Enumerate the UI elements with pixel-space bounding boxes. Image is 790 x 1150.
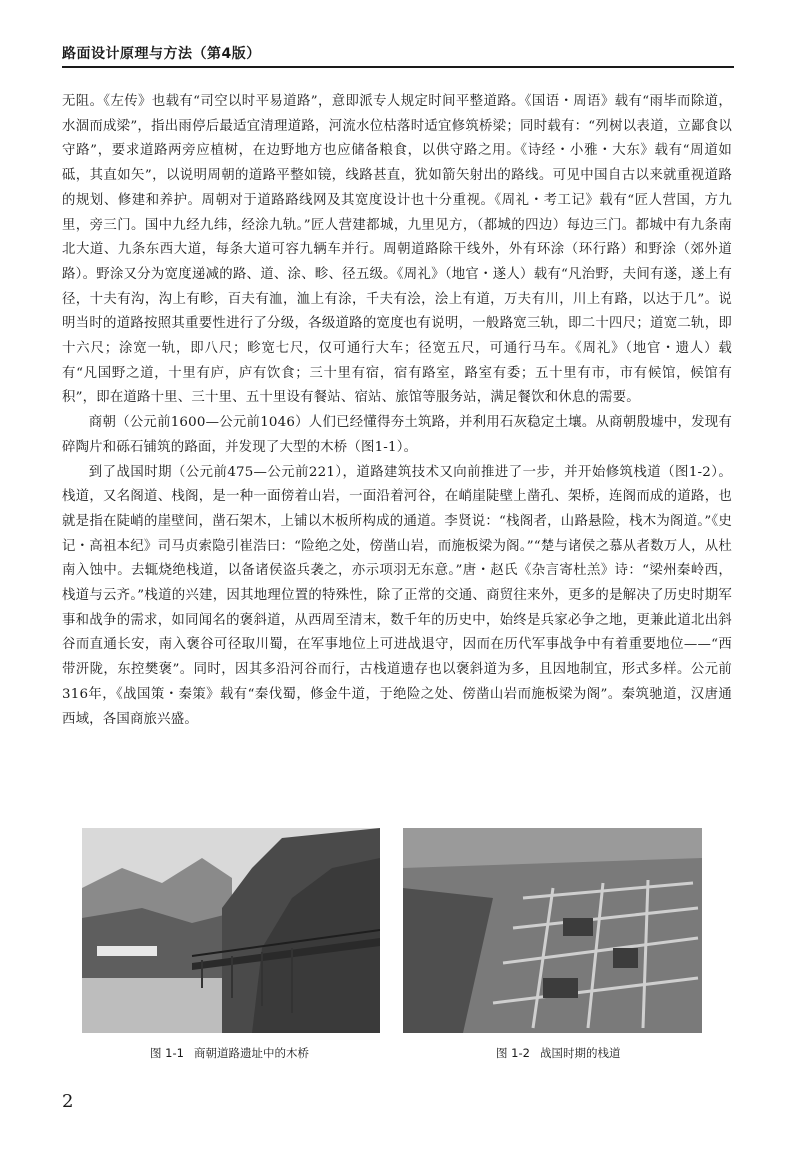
figure-number: 图 1-1 (150, 1046, 184, 1060)
figure-1-2-caption (496, 1045, 620, 1061)
figure-1-1-caption (150, 1045, 309, 1061)
paragraph: 到了战国时期（公元前475—公元前221），道路建筑技术又向前推进了一步，并开始修筑栈道（图1-2）。栈道，又名阁道、栈阁，是一种一面傍着山岩，一面沿着河谷，在峭崖陡壁上凿孔、架桥，连阁而成的道路，也就是指在陡峭的崖壁间，凿石架木，上铺以木板所构成的通道。李贤说：“栈阁者，山路悬险，栈木为阁道。”《史记・高祖本纪》司马贞索隐引崔浩曰：“险绝之处，傍凿山岩，而施板梁为阁。”“楚与诸侯之慕从者数万人，从杜南入蚀中。去辄烧绝栈道，以备诸侯盗兵袭之，亦示项羽无东意。”唐・赵氏《杂言寄杜羔》诗：“梁州秦岭西，栈道与云齐。”栈道的兴建，因其地理位置的特殊性，除了正常的交通、商贸往来外，更多的是解决了历史时期军事和战争的需求，如同闻名的褒斜道，从西周至清末，数千年的历史中，始终是兵家必争之地，更兼此道北出斜谷而直通长安，南入褒谷可径取川蜀，在军事地位上可进战退守，因而在历代军事战争中有着重要地位——“西带汧陇，东控樊褒”。同时，因其多沿河谷而行，古栈道遗存也以褒斜道为多，且因地制宜，形式多样。公元前316年，《战国策・秦策》载有“秦伐蜀，修金牛道，于绝险之处、傍凿山岩而施板梁为阁”。秦筑驰道，汉唐通西域，各国商旅兴盛。 (62, 464, 732, 727)
figure-caption-text: 战国时期的栈道 (539, 1046, 621, 1060)
figure-1-2-photo (403, 828, 702, 1033)
book-title: 路面设计原理与方法（第4版） (62, 46, 261, 62)
body-text (62, 90, 732, 732)
running-header (62, 44, 734, 68)
paragraph: 无阻。《左传》也载有“司空以时平易道路”，意即派专人规定时间平整道路。《国语・周语》载有“雨毕而除道，水涸而成梁”，指出雨停后最适宜清理道路，河流水位枯落时适宜修筑桥梁；同时载有：“列树以表道，立鄙食以守路”，要求道路两旁应植树，在边野地方也应储备粮食，以供守路之用。《诗经・小雅・大东》载有“周道如砥，其直如矢”，以说明周朝的道路平整如镜，线路甚直，犹如箭矢射出的路线。可见中国自古以来就重视道路的规划、修建和养护。周朝对于道路路线网及其宽度设计也十分重视。《周礼・考工记》载有“匠人营国，方九里，旁三门。国中九经九纬，经涂九轨。”匠人营建都城，九里见方，（都城的四边）每边三门。都城中有九条南北大道、九条东西大道，每条大道可容九辆车并行。周朝道路除干线外，外有环涂（环行路）和野涂（郊外道路）。野涂又分为宽度递减的路、道、涂、畛、径五级。《周礼》（地官・遂人）载有“凡治野，夫间有遂，遂上有径，十夫有沟，沟上有畛，百夫有洫，洫上有涂，千夫有浍，浍上有道，万夫有川，川上有路，以达于几”。说明当时的道路按照其重要性进行了分级，各级道路的宽度也有说明，一般路宽三轨，即二十四尺；道宽二轨，即十六尺；涂宽一轨，即八尺；畛宽七尺，仅可通行大车；径宽五尺，可通行马车。《周礼》（地官・遗人）载有“凡国野之道，十里有庐，庐有饮食；三十里有宿，宿有路室，路室有委；五十里有市，市有候馆，候馆有积”，即在道路十里、三十里、五十里设有餐站、宿站、旅馆等服务站，满足餐饮和休息的需要。 (62, 94, 732, 406)
figure-1-1-photo (82, 828, 380, 1033)
page-number: 2 (62, 1091, 74, 1112)
figure-caption-text: 商朝道路遗址中的木桥 (193, 1046, 309, 1060)
figure-number: 图 1-2 (496, 1046, 530, 1060)
paragraph: 商朝（公元前1600—公元前1046）人们已经懂得夯土筑路，并利用石灰稳定土壤。从商朝殷墟中，发现有碎陶片和砾石铺筑的路面，并发现了大型的木桥（图1-1）。 (62, 415, 732, 455)
